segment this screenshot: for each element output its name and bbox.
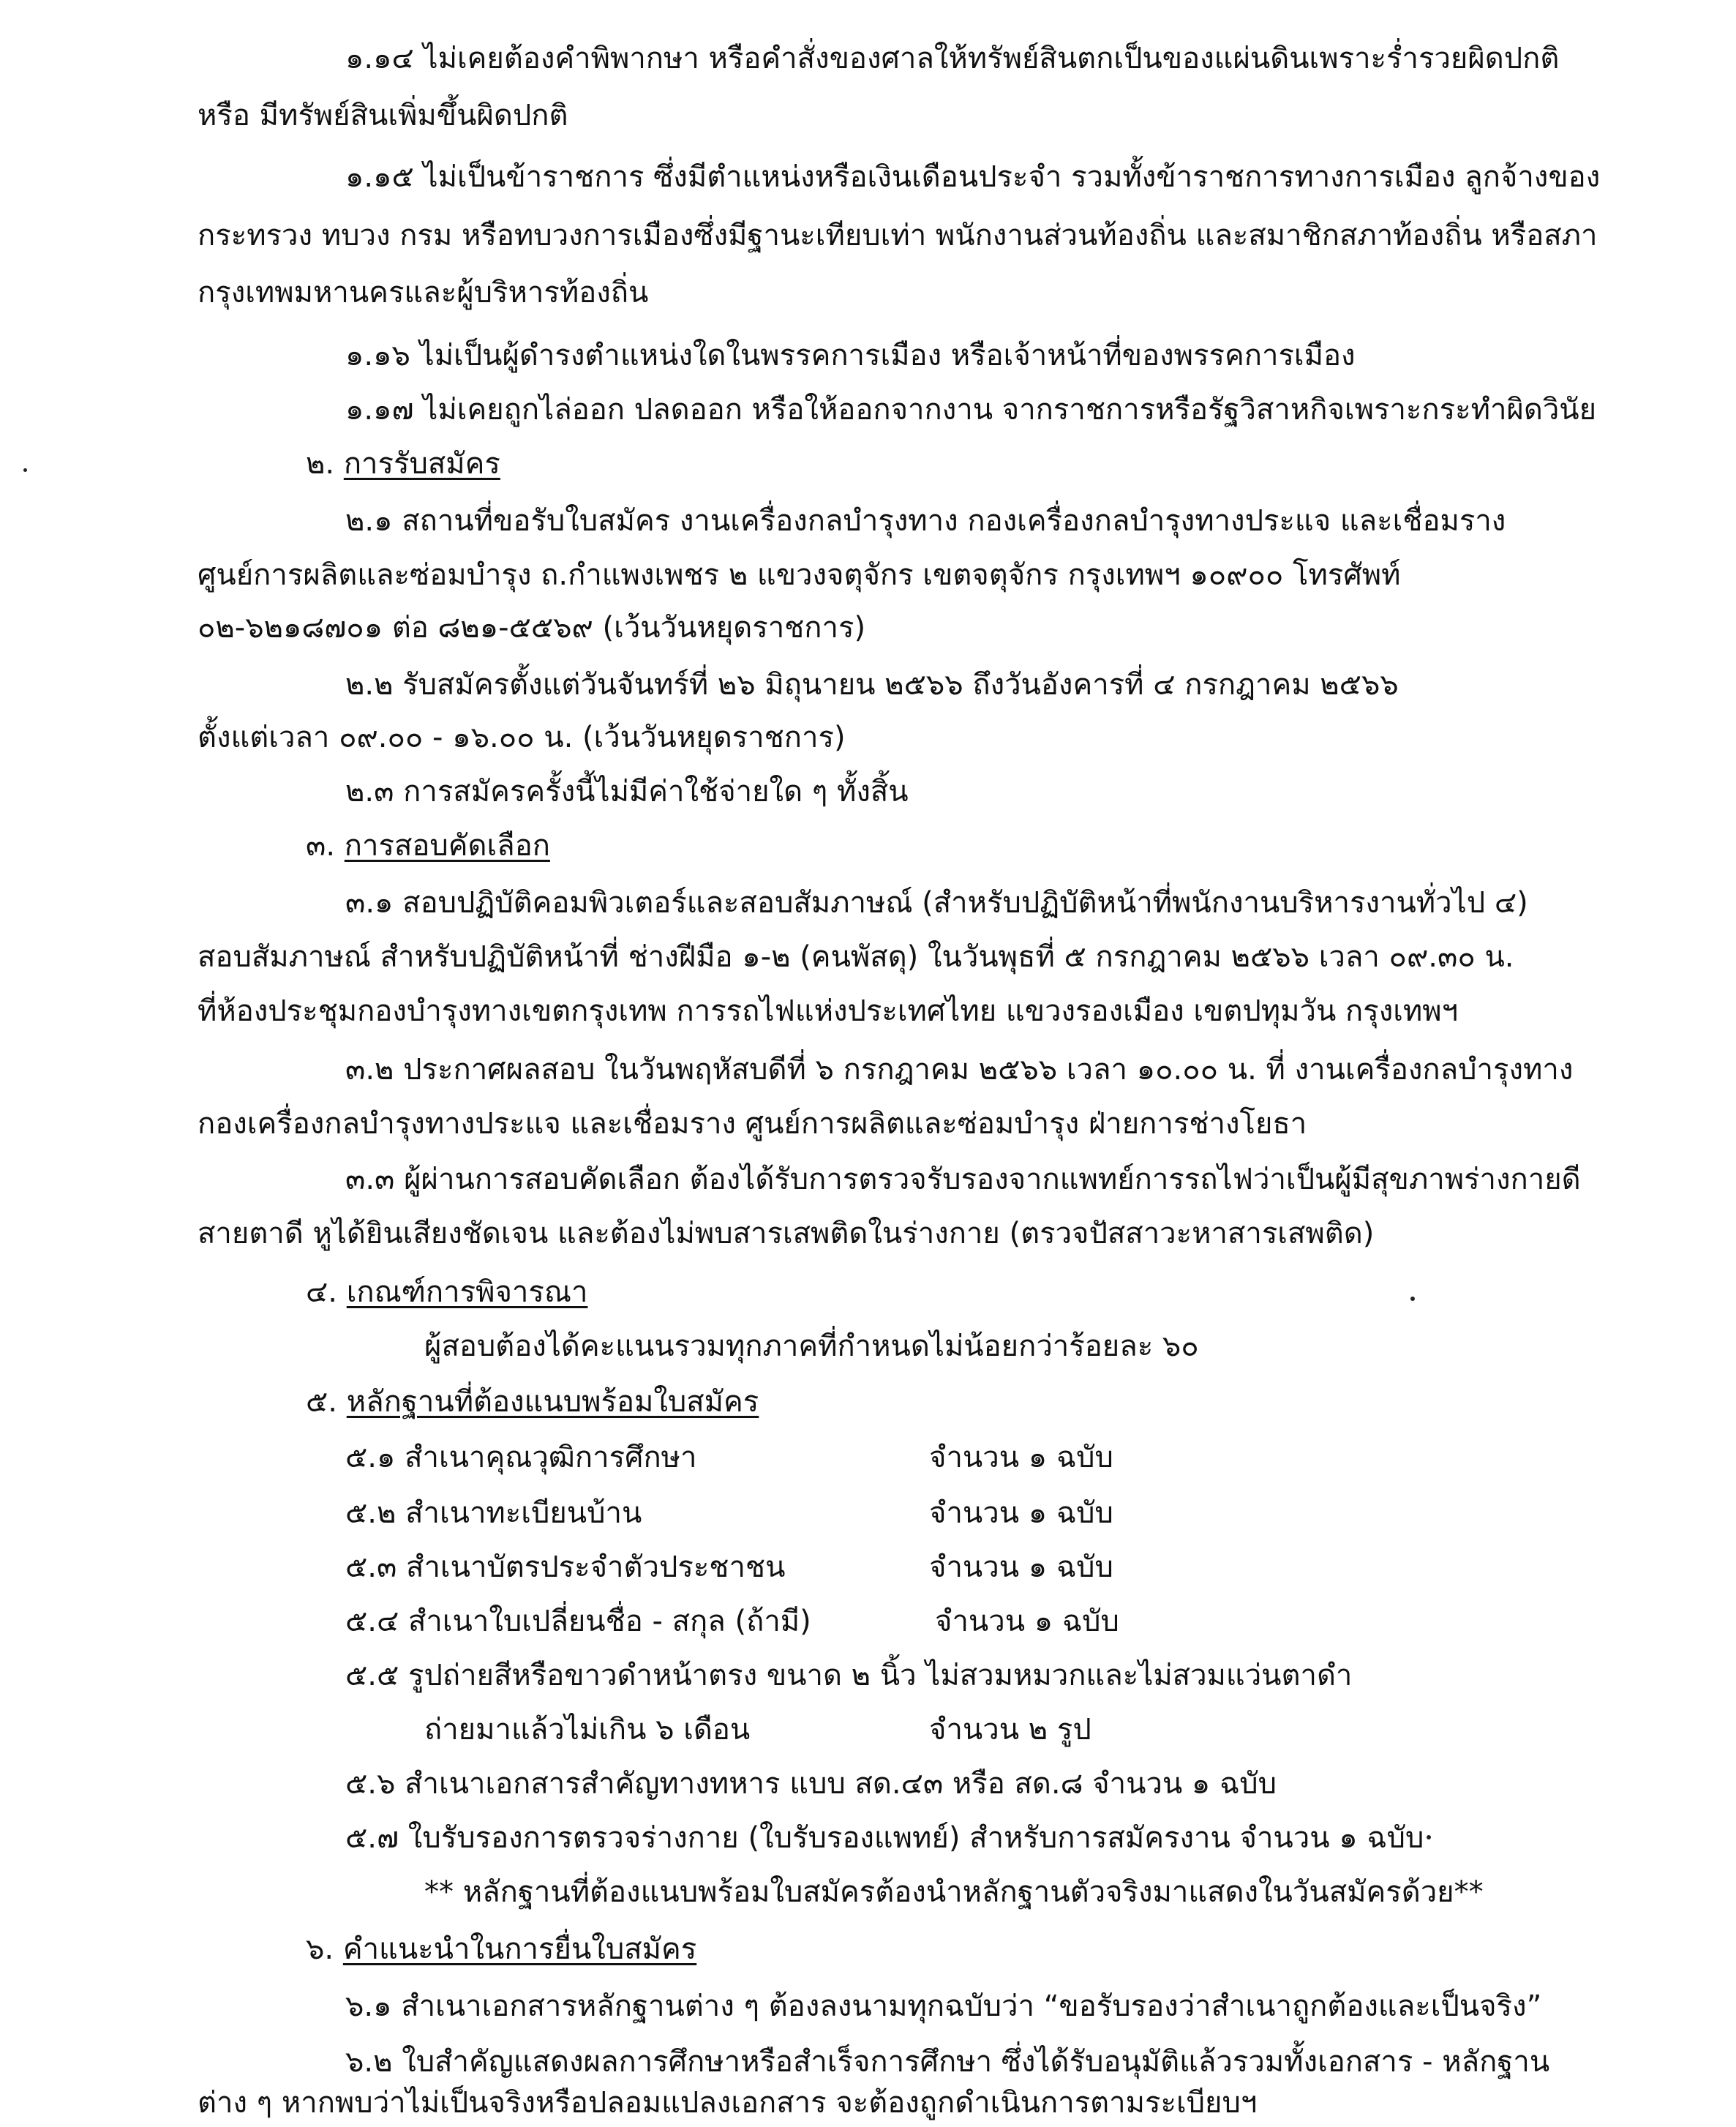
heading-2 (306, 443, 500, 487)
item-6-2-line1: ๖.๒ ใบสำคัญแสดงผลการศึกษาหรือสำเร็จการศึกษา ซึ่งได้รับอนุมัติแล้วรวมทั้งเอกสาร - หลักฐาน (345, 2045, 1550, 2079)
doc-item-5-4: ๕.๔ สำเนาใบเปลี่ยนชื่อ - สกุล (ถ้ามี) (345, 1605, 811, 1638)
heading-4-title: เกณฑ์การพิจารณา (346, 1275, 588, 1309)
doc-item-5-1: ๕.๑ สำเนาคุณวุฒิการศึกษา (345, 1441, 697, 1474)
item-1-14-line1: ๑.๑๔ ไม่เคยต้องคำพิพากษา หรือคำสั่งของศาลให้ทรัพย์สินตกเป็นของแผ่นดินเพราะร่ำรวยผิดปกติ (345, 42, 1560, 75)
criteria-text: ผู้สอบต้องได้คะแนนรวมทุกภาคที่กำหนดไม่น้อยกว่าร้อยละ ๖๐ (424, 1329, 1199, 1363)
heading-3 (306, 825, 550, 869)
heading-6-number: ๖. (306, 1932, 334, 1966)
item-5-5-qty: จำนวน ๒ รูป (929, 1713, 1091, 1747)
item-2-1-line3: ๐๒-๖๒๑๘๗๐๑ ต่อ ๘๒๑-๕๕๖๙ (เว้นวันหยุดราชการ) (198, 611, 866, 645)
item-5-7: ๕.๗ ใบรับรองการตรวจร่างกาย (ใบรับรองแพทย์) สำหรับการสมัครงาน จำนวน ๑ ฉบับ (345, 1821, 1424, 1855)
item-2-2-line2: ตั้งแต่เวลา ๐๙.๐๐ - ๑๖.๐๐ น. (เว้นวันหยุดราชการ) (198, 721, 846, 754)
item-2-1-line2: ศูนย์การผลิตและซ่อมบำรุง ถ.กำแพงเพชร ๒ แขวงจตุจักร เขตจตุจักร กรุงเทพฯ ๑๐๙๐๐ โทรศัพท์ (198, 558, 1401, 592)
heading-4-number: ๔. (306, 1275, 337, 1309)
scan-speck (1410, 1297, 1415, 1301)
evidence-note: ** หลักฐานที่ต้องแนบพร้อมใบสมัครต้องนำหลักฐานตัวจริงมาแสดงในวันสมัครด้วย** (424, 1875, 1484, 1909)
heading-4 (306, 1272, 587, 1316)
item-2-2-line1: ๒.๒ รับสมัครตั้งแต่วันจันทร์ที่ ๒๖ มิถุนายน ๒๕๖๖ ถึงวันอังคารที่ ๔ กรกฎาคม ๒๕๖๖ (345, 668, 1399, 702)
heading-5-title: หลักฐานที่ต้องแนบพร้อมใบสมัคร (346, 1385, 759, 1419)
heading-5-number: ๕. (306, 1385, 337, 1419)
item-1-14-line2: หรือ มีทรัพย์สินเพิ่มขึ้นผิดปกติ (198, 99, 568, 132)
item-3-3-line2: สายตาดี หูได้ยินเสียงชัดเจน และต้องไม่พบสารเสพติดในร่างกาย (ตรวจปัสสาวะหาสารเสพติด) (198, 1217, 1375, 1250)
doc-item-5-1-qty: จำนวน ๑ ฉบับ (929, 1441, 1113, 1474)
heading-3-number: ๓. (306, 829, 336, 863)
scan-speck (1427, 1835, 1431, 1839)
item-1-15-line1: ๑.๑๕ ไม่เป็นข้าราชการ ซึ่งมีตำแหน่งหรือเงินเดือนประจำ รวมทั้งข้าราชการทางการเมือง ลูกจ้างของ (345, 160, 1601, 194)
heading-3-title: การสอบคัดเลือก (344, 829, 550, 863)
heading-2-number: ๒. (306, 447, 335, 481)
heading-5 (306, 1381, 759, 1425)
doc-item-5-3: ๕.๓ สำเนาบัตรประจำตัวประชาชน (345, 1550, 786, 1584)
doc-item-5-2-qty: จำนวน ๑ ฉบับ (929, 1496, 1113, 1530)
item-6-2-line2: ต่าง ๆ หากพบว่าไม่เป็นจริงหรือปลอมแปลงเอกสาร จะต้องถูกดำเนินการตามระเบียบฯ (198, 2086, 1258, 2120)
heading-6 (306, 1929, 696, 1973)
scan-speck (23, 468, 27, 472)
item-3-2-line1: ๓.๒ ประกาศผลสอบ ในวันพฤหัสบดีที่ ๖ กรกฎาคม ๒๕๖๖ เวลา ๑๐.๐๐ น. ที่ งานเครื่องกลบำรุงทาง (345, 1053, 1574, 1087)
doc-item-5-4-qty: จำนวน ๑ ฉบับ (935, 1605, 1119, 1638)
heading-2-title: การรับสมัคร (343, 447, 500, 481)
doc-item-5-2: ๕.๒ สำเนาทะเบียนบ้าน (345, 1496, 642, 1530)
heading-6-title: คำแนะนำในการยื่นใบสมัคร (342, 1932, 697, 1966)
item-5-6: ๕.๖ สำเนาเอกสารสำคัญทางทหาร แบบ สด.๔๓ หรือ สด.๘ จำนวน ๑ ฉบับ (345, 1767, 1277, 1801)
item-1-15-line3: กรุงเทพมหานครและผู้บริหารท้องถิ่น (198, 276, 649, 310)
item-3-1-line1: ๓.๑ สอบปฏิบัติคอมพิวเตอร์และสอบสัมภาษณ์ (สำหรับปฏิบัติหน้าที่พนักงานบริหารงานทั่วไป ๔) (345, 886, 1528, 920)
item-2-3: ๒.๓ การสมัครครั้งนี้ไม่มีค่าใช้จ่ายใด ๆ ทั้งสิ้น (345, 775, 909, 809)
item-5-5-line1: ๕.๕ รูปถ่ายสีหรือขาวดำหน้าตรง ขนาด ๒ นิ้ว ไม่สวมหมวกและไม่สวมแว่นตาดำ (345, 1659, 1353, 1692)
item-2-1-line1: ๒.๑ สถานที่ขอรับใบสมัคร งานเครื่องกลบำรุงทาง กองเครื่องกลบำรุงทางประแจ และเชื่อมราง (345, 504, 1506, 538)
item-3-1-line3: ที่ห้องประชุมกองบำรุงทางเขตกรุงเทพ การรถไฟแห่งประเทศไทย แขวงรองเมือง เขตปทุมวัน กรุงเทพฯ (198, 994, 1459, 1028)
item-1-17: ๑.๑๗ ไม่เคยถูกไล่ออก ปลดออก หรือให้ออกจากงาน จากราชการหรือรัฐวิสาหกิจเพราะกระทำผิดวินัย (345, 393, 1597, 427)
item-3-3-line1: ๓.๓ ผู้ผ่านการสอบคัดเลือก ต้องได้รับการตรวจรับรองจากแพทย์การรถไฟว่าเป็นผู้มีสุขภาพร่างกายดี (345, 1163, 1581, 1196)
doc-item-5-3-qty: จำนวน ๑ ฉบับ (929, 1550, 1113, 1584)
item-1-15-line2: กระทรวง ทบวง กรม หรือทบวงการเมืองซึ่งมีฐานะเทียบเท่า พนักงานส่วนท้องถิ่น และสมาชิกสภาท้องถิ่น หรือสภา (198, 219, 1598, 252)
item-3-1-line2: สอบสัมภาษณ์ สำหรับปฏิบัติหน้าที่ ช่างฝีมือ ๑-๒ (คนพัสดุ) ในวันพุธที่ ๕ กรกฎาคม ๒๕๖๖ เวลา ๐๙.๓๐ น. (198, 940, 1514, 974)
item-1-16: ๑.๑๖ ไม่เป็นผู้ดำรงตำแหน่งใดในพรรคการเมือง หรือเจ้าหน้าที่ของพรรคการเมือง (345, 339, 1356, 372)
item-5-5-line2: ถ่ายมาแล้วไม่เกิน ๖ เดือน (424, 1713, 751, 1747)
item-3-2-line2: กองเครื่องกลบำรุงทางประแจ และเชื่อมราง ศูนย์การผลิตและซ่อมบำรุง ฝ่ายการช่างโยธา (198, 1107, 1307, 1141)
item-6-1: ๖.๑ สำเนาเอกสารหลักฐานต่าง ๆ ต้องลงนามทุกฉบับว่า “ขอรับรองว่าสำเนาถูกต้องและเป็นจริง” (345, 1989, 1542, 2023)
